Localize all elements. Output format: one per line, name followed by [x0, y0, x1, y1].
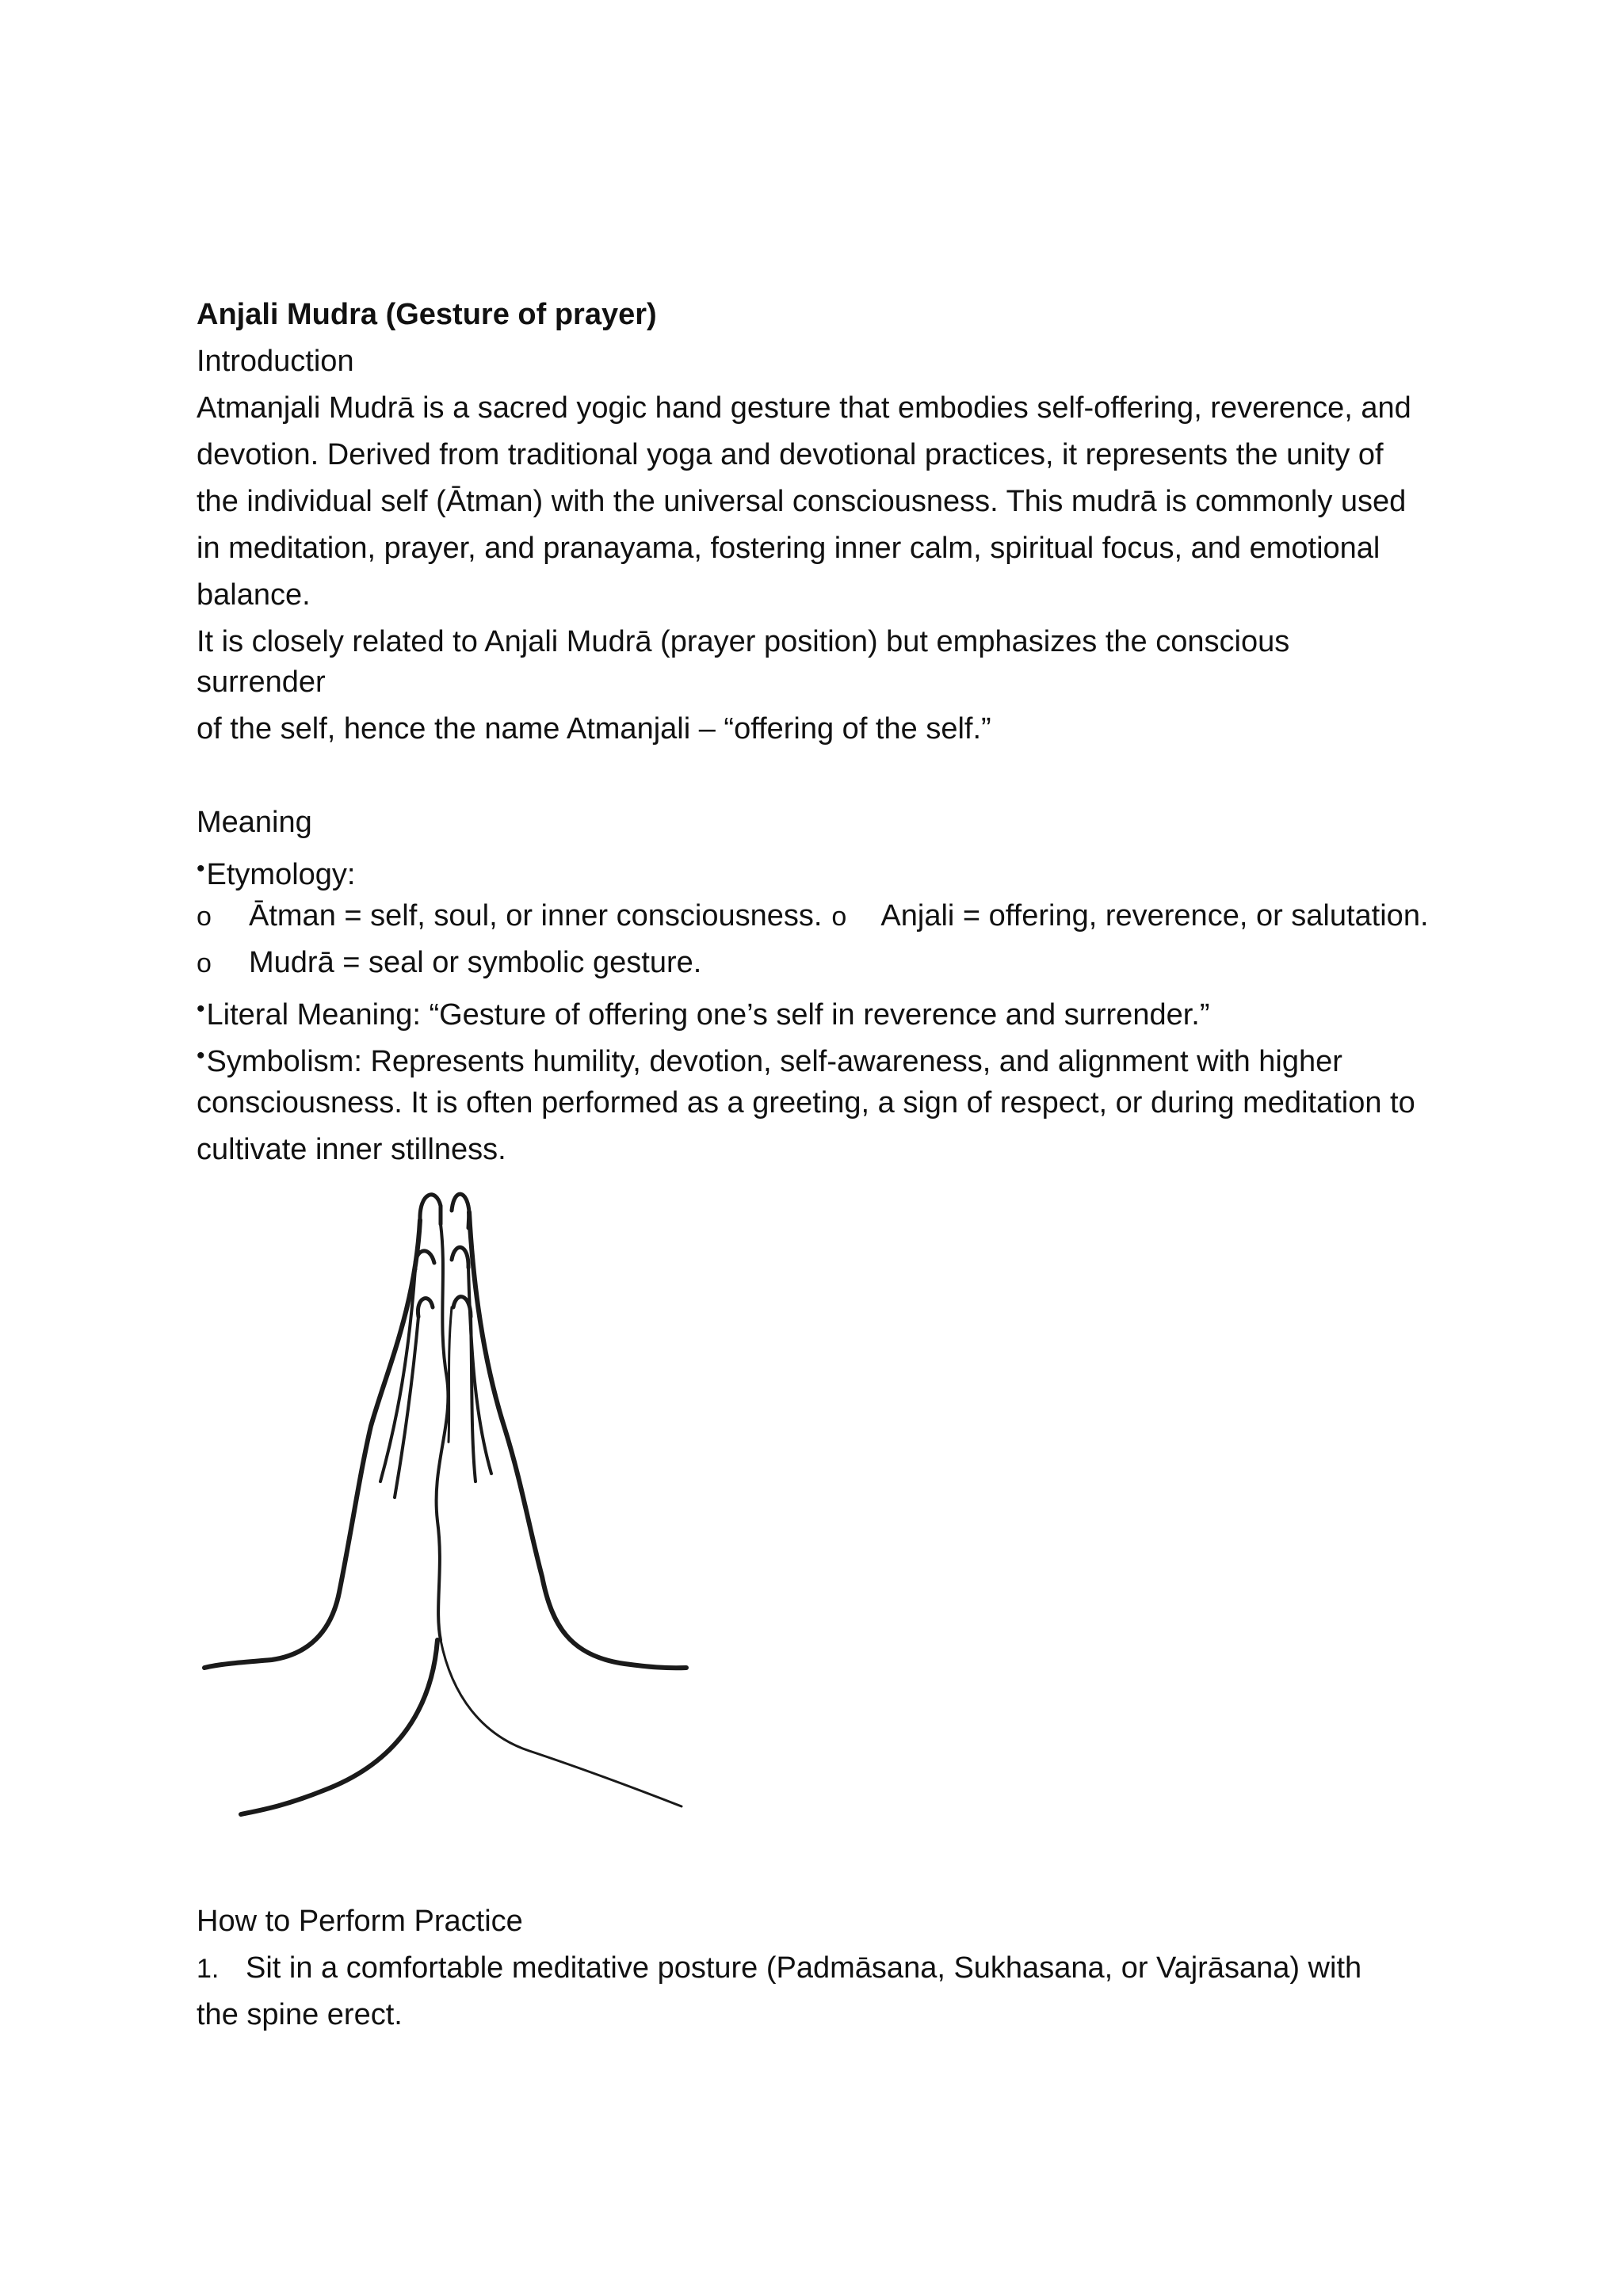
- practice-heading: How to Perform Practice: [197, 1905, 523, 1938]
- introduction-paragraph-line: in meditation, prayer, and pranayama, fostering inner calm, spiritual focus, and emotional: [197, 532, 1381, 565]
- introduction-paragraph-line: balance.: [197, 578, 311, 612]
- sub-bullet-icon: o: [197, 948, 212, 978]
- symbolism-text-line: Symbolism: Represents humility, devotion, self-awareness, and alignment with higher: [206, 1045, 1342, 1078]
- practice-step-1: [197, 1948, 1361, 1989]
- literal-meaning-text: Literal Meaning: “Gesture of offering one’s self in reverence and surrender.”: [206, 998, 1210, 1032]
- literal-meaning-bullet: [197, 990, 1209, 1035]
- etymology-sub-item-row: [197, 943, 701, 983]
- etymology-item-anjali: Anjali = offering, reverence, or salutation.: [880, 899, 1429, 933]
- etymology-bullet: [197, 849, 355, 894]
- introduction-paragraph-line: the individual self (Ātman) with the universal consciousness. This mudrā is commonly used: [197, 485, 1407, 518]
- practice-step-text-line: the spine erect.: [197, 1998, 403, 2031]
- introduction-paragraph-line: devotion. Derived from traditional yoga and devotional practices, it represents the unity of: [197, 438, 1384, 471]
- etymology-item-atman: Ātman = self, soul, or inner consciousness.: [249, 899, 823, 933]
- praying-hands-icon: [197, 1180, 689, 1878]
- practice-step-text-line: Sit in a comfortable meditative posture (Padmāsana, Sukhasana, or Vajrāsana) with: [246, 1951, 1362, 1985]
- step-number: 1.: [197, 1954, 220, 1984]
- etymology-label: Etymology:: [206, 858, 356, 891]
- introduction-heading: Introduction: [197, 345, 354, 378]
- introduction-paragraph-line: Atmanjali Mudrā is a sacred yogic hand gesture that embodies self-offering, reverence, and: [197, 391, 1411, 425]
- symbolism-text-line: cultivate inner stillness.: [197, 1133, 506, 1166]
- sub-bullet-icon: o: [197, 902, 212, 932]
- symbolism-text-line: consciousness. It is often performed as a greeting, a sign of respect, or during meditation to: [197, 1086, 1415, 1119]
- related-text-line: of the self, hence the name Atmanjali – “offering of the self.”: [197, 712, 991, 746]
- meaning-heading: Meaning: [197, 806, 312, 839]
- bullet-icon: •: [197, 1043, 205, 1069]
- related-text-line: It is closely related to Anjali Mudrā (prayer position) but emphasizes the conscious: [197, 625, 1290, 658]
- bullet-icon: •: [197, 996, 205, 1022]
- sub-bullet-icon: o: [831, 902, 847, 932]
- related-text-line: surrender: [197, 666, 326, 699]
- symbolism-bullet: [197, 1036, 1342, 1081]
- etymology-item-mudra: Mudrā = seal or symbolic gesture.: [249, 946, 702, 979]
- bullet-icon: •: [197, 856, 205, 882]
- etymology-sub-item-row: [197, 896, 1429, 936]
- document-title: Anjali Mudra (Gesture of prayer): [197, 298, 657, 331]
